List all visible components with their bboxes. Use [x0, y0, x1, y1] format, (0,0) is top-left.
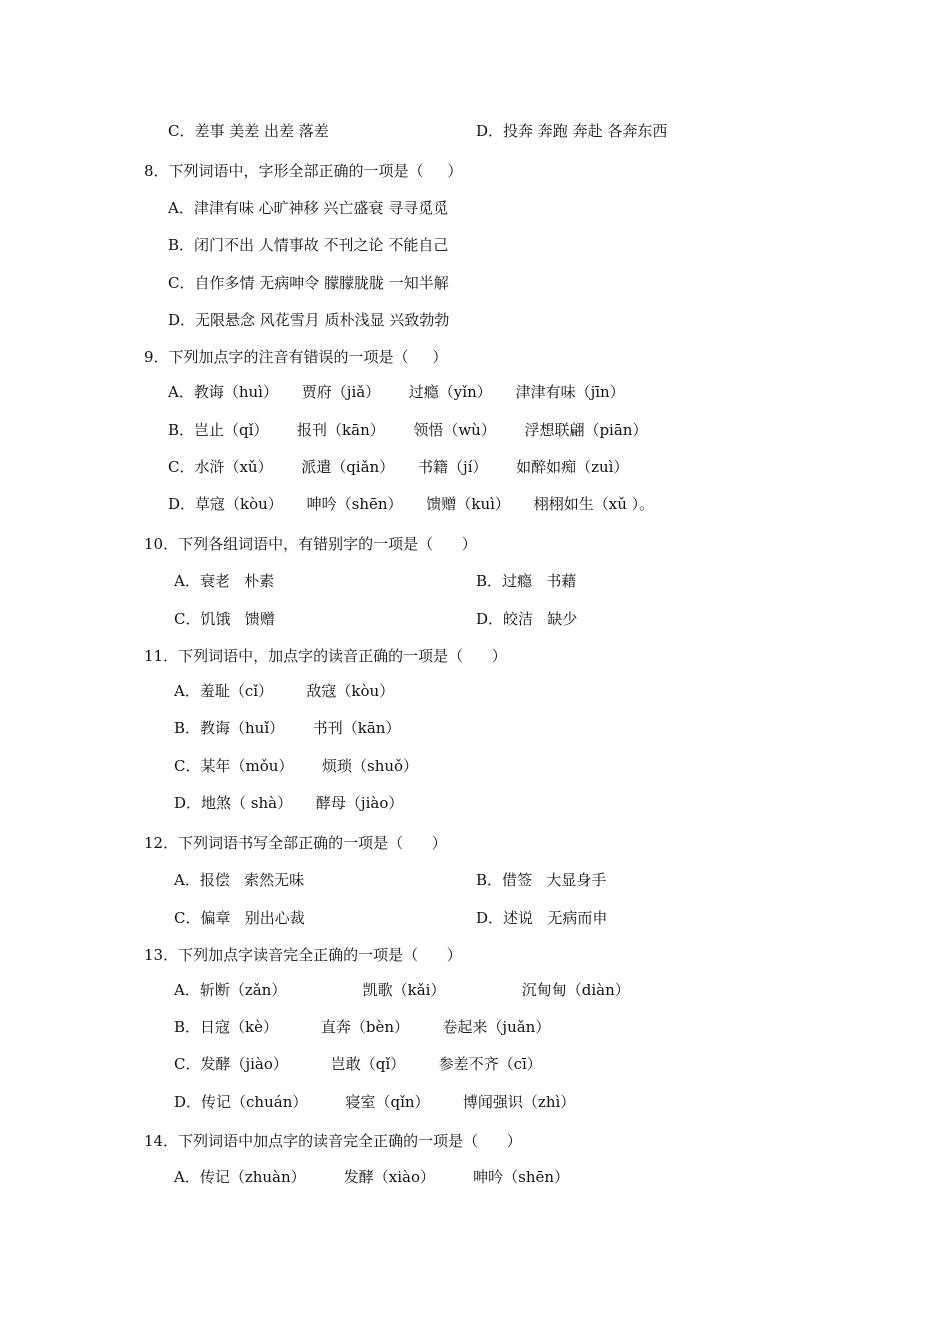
question-10: 10．下列各组词语中，有错别字的一项是（ ） [144, 535, 477, 553]
option-d-q10: D．皎洁 缺少 [476, 610, 578, 628]
option-b-q10: B．过瘾 书藉 [476, 572, 577, 590]
option-a-q11: A．羞耻（cǐ） 敌寇（kòu） [174, 682, 395, 700]
option-a-q9: A．教诲（huì） 贾府（jiǎ） 过瘾（yǐn） 津津有味（jīn） [168, 383, 625, 401]
option-b-q9: B．岂止（qǐ） 报刊（kān） 领悟（wù） 浮想联翩（piān） [168, 421, 648, 439]
option-b-q8: B．闭门不出 人情事故 不刊之论 不能自己 [168, 236, 449, 254]
question-8: 8．下列词语中，字形全部正确的一项是（ ） [144, 162, 463, 180]
option-c-q12: C．偏章 别出心裁 [174, 909, 305, 927]
question-12: 12．下列词语书写全部正确的一项是（ ） [144, 834, 447, 852]
option-d-q9: D．草寇（kòu） 呻吟（shēn） 馈赠（kuì） 栩栩如生（xǔ ）。 [168, 495, 655, 513]
option-a-q13: A．斩断（zǎn） 凯歌（kǎi） 沉甸甸（diàn） [174, 981, 630, 999]
option-c-q8: C．自作多情 无病呻令 朦朦胧胧 一知半解 [168, 274, 449, 292]
option-c-q9: C．水浒（xǔ） 派遣（qiǎn） 书籍（jí） 如醉如痴（zuì） [168, 458, 629, 476]
question-13: 13．下列加点字读音完全正确的一项是（ ） [144, 946, 462, 964]
option-c-q7: C．差事 美差 出差 落差 [168, 122, 329, 140]
option-d-q11: D．地煞（ shà） 酵母（jiào） [174, 794, 404, 812]
option-d-q8: D．无限悬念 风花雪月 质朴浅显 兴致勃勃 [168, 311, 450, 329]
option-a-q8: A．津津有味 心旷神移 兴亡盛衰 寻寻觅觅 [168, 199, 449, 217]
question-11: 11．下列词语中，加点字的读音正确的一项是（ ） [144, 647, 507, 665]
option-c-q11: C．某年（mǒu） 烦琐（shuǒ） [174, 757, 419, 775]
option-d-q13: D．传记（chuán） 寝室（qǐn） 博闻强识（zhì） [174, 1093, 576, 1111]
question-14: 14．下列词语中加点字的读音完全正确的一项是（ ） [144, 1132, 522, 1150]
option-a-q10: A．衰老 朴素 [174, 572, 275, 590]
option-b-q13: B．日寇（kè） 直奔（bèn） 卷起来（juǎn） [174, 1018, 551, 1036]
option-c-q10: C．饥饿 馈赠 [174, 610, 275, 628]
option-a-q12: A．报偿 索然无味 [174, 871, 305, 889]
option-b-q11: B．教诲（huǐ） 书刊（kān） [174, 719, 401, 737]
question-9: 9．下列加点字的注音有错误的一项是（ ） [144, 348, 448, 366]
option-c-q13: C．发酵（jiào） 岂敢（qǐ） 参差不齐（cī） [174, 1055, 542, 1073]
option-b-q12: B．借签 大显身手 [476, 871, 607, 889]
option-d-q7: D．投奔 奔跑 奔赴 各奔东西 [476, 122, 668, 140]
option-d-q12: D．述说 无病而申 [476, 909, 608, 927]
option-a-q14: A．传记（zhuàn） 发酵（xiào） 呻吟（shēn） [174, 1168, 570, 1186]
